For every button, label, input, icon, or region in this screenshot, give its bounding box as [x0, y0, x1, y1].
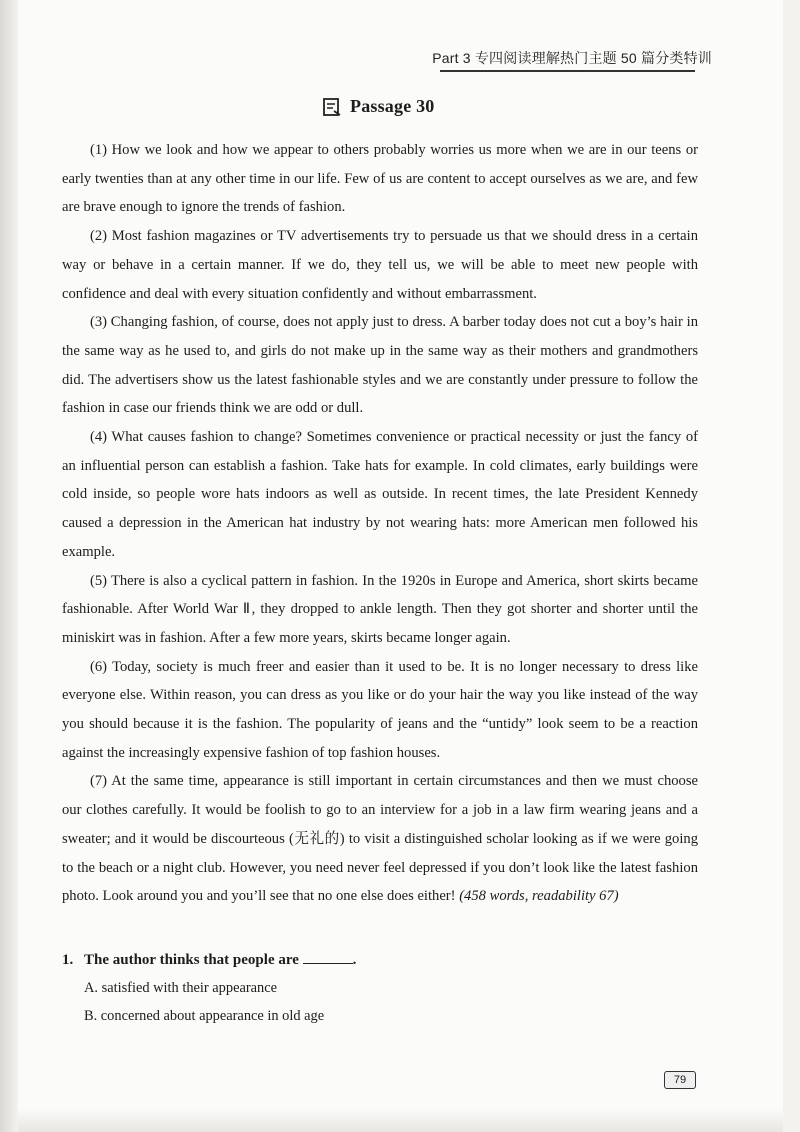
header-rule	[440, 70, 695, 72]
answer-blank[interactable]	[303, 951, 353, 964]
book-icon	[322, 97, 342, 117]
option-a[interactable]: A. satisfied with their appearance	[84, 980, 277, 996]
paragraph-7-text: (7) At the same time, appearance is still important in certain circumstances and then we must choose our clothes carefully. It would be foolish to go to an interview for a job in a law firm wearing jeans and a sweater; and it would be discourteous (无礼的) to visit a distinguished scholar looking as if we were going to the beach or a night club. However, you need never feel depressed if you don’t look like the latest fashion photo. Look around you and you’ll see that no one else does either!	[62, 773, 698, 905]
option-b[interactable]: B. concerned about appearance in old age	[84, 1008, 325, 1024]
page-gutter-shadow	[0, 0, 18, 1132]
page-bottom-shade	[18, 1108, 783, 1132]
question-stem	[62, 946, 662, 974]
question-number: 1.	[62, 952, 74, 968]
paragraph-5: (5) There is also a cyclical pattern in fashion. In the 1920s in Europe and America, short skirts became fashionable. After World War Ⅱ, they dropped to ankle length. Then they got shorter and shorter until the miniskirt was in fashion. After a few more years, skirts became longer again.	[62, 572, 698, 646]
word-count-note: (458 words, readability 67)	[459, 888, 619, 905]
paragraph-4: (4) What causes fashion to change? Sometimes convenience or practical necessity or just the fancy of an influential person can establish a fashion. Take hats for example. In cold climates, early buildings were cold inside, so people wore hats indoors as well as outside. In recent times, the late President Kennedy caused a depression in the American hat industry by not wearing hats: more American men followed his example.	[62, 429, 698, 560]
passage-title-row	[322, 96, 435, 117]
page-number: 79	[664, 1071, 696, 1089]
passage-title: Passage 30	[350, 96, 435, 116]
question-1	[62, 946, 662, 1030]
question-stem-text: The author thinks that people are	[84, 952, 299, 968]
paragraph-1: (1) How we look and how we appear to others probably worries us more when we are in our teens or early twenties than at any other time in our life. Few of us are content to accept ourselves as we are, and few are brave enough to ignore the trends of fashion.	[62, 142, 698, 216]
running-header: Part 3 专四阅读理解热门主题 50 篇分类特训	[432, 50, 712, 66]
paragraph-3: (3) Changing fashion, of course, does not apply just to dress. A barber today does not cut a boy’s hair in the same way as he used to, and girls do not make up in the same way as their mothers and grandmothers did. The advertisers show us the latest fashionable styles and we are constantly under pressure to follow the fashion in case our friends think we are odd or dull.	[62, 314, 698, 417]
paragraph-2: (2) Most fashion magazines or TV advertisements try to persuade us that we should dress in a certain way or behave in a certain manner. If we do, they tell us, we will be able to meet new people with confidence and deal with every situation confidently and without embarrassment.	[62, 228, 698, 302]
question-stem-end: .	[352, 952, 357, 968]
paragraph-6: (6) Today, society is much freer and easier than it used to be. It is no longer necessary to dress like everyone else. Within reason, you can dress as you like or do your hair the way you like instead of the way you should because it is the fashion. The popularity of jeans and the “untidy” look seem to be a reaction against the increasingly expensive fashion of top fashion houses.	[62, 658, 698, 761]
passage-body	[62, 136, 698, 911]
paragraph-7	[62, 767, 698, 911]
